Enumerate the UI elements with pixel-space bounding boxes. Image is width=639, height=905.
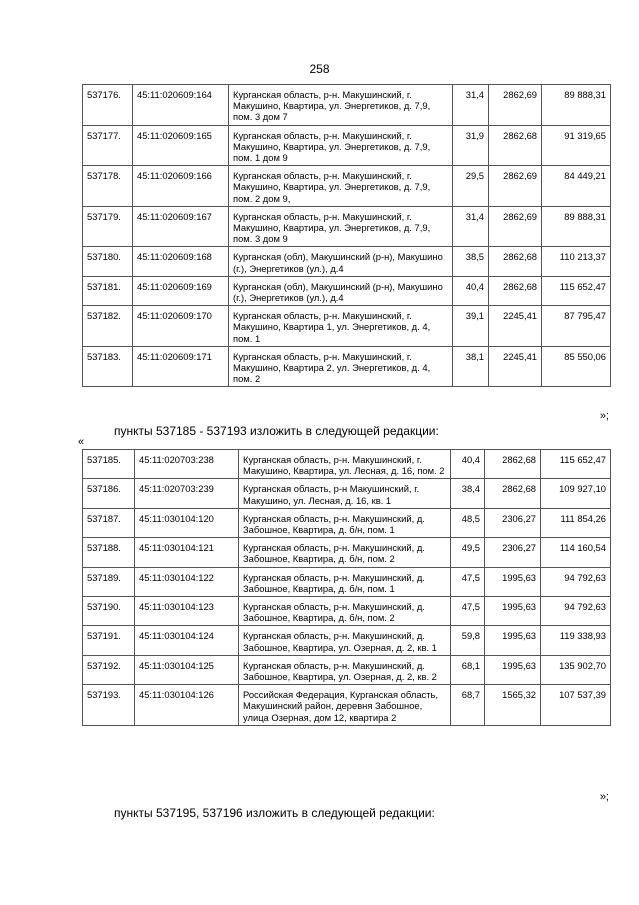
closing-quote: »; xyxy=(599,791,609,803)
rate-cell: 2862,69 xyxy=(489,206,542,247)
row-number-cell: 537191. xyxy=(83,626,135,655)
cadastral-number-cell: 45:11:030104:120 xyxy=(135,508,239,537)
rate-cell: 1995,63 xyxy=(485,655,541,684)
row-number-cell: 537185. xyxy=(83,450,135,479)
address-cell: Курганская (обл), Макушинский (р-н), Макушино (г.), Энергетиков (ул.), д.4 xyxy=(229,276,453,305)
address-cell: Курганская область, р-н. Макушинский, д. Забошное, Квартира, д. б/н, пом. 2 xyxy=(239,538,451,567)
rate-cell: 2862,69 xyxy=(489,85,542,126)
rate-cell: 2306,27 xyxy=(485,538,541,567)
rate-cell: 1995,63 xyxy=(485,597,541,626)
table-row xyxy=(83,538,611,567)
rate-cell: 1995,63 xyxy=(485,567,541,596)
rate-cell: 2245,41 xyxy=(489,306,542,347)
table-row xyxy=(83,597,611,626)
table-row xyxy=(83,450,611,479)
cost-cell: 110 213,37 xyxy=(542,247,611,276)
cost-cell: 87 795,47 xyxy=(542,306,611,347)
cost-cell: 89 888,31 xyxy=(542,206,611,247)
table-row xyxy=(83,85,611,126)
table-row xyxy=(83,479,611,508)
area-cell: 49,5 xyxy=(451,538,485,567)
rate-cell: 1565,32 xyxy=(485,685,541,726)
address-cell: Курганская (обл), Макушинский (р-н), Макушино (г.), Энергетиков (ул.), д.4 xyxy=(229,247,453,276)
cadastral-number-cell: 45:11:030104:124 xyxy=(135,626,239,655)
row-number-cell: 537188. xyxy=(83,538,135,567)
address-cell: Курганская область, р-н. Макушинский, г. Макушино, Квартира, ул. Энергетиков, д. 7,9, пом. 2 дом 9, xyxy=(229,166,453,207)
cost-cell: 119 338,93 xyxy=(541,626,611,655)
cost-cell: 111 854,26 xyxy=(541,508,611,537)
cadastral-number-cell: 45:11:020609:167 xyxy=(133,206,229,247)
cadastral-number-cell: 45:11:030104:126 xyxy=(135,685,239,726)
rate-cell: 2245,41 xyxy=(489,346,542,387)
address-cell: Курганская область, р-н. Макушинский, г. Макушино, Квартира, ул. Энергетиков, д. 7,9, пом. 1 дом 9 xyxy=(229,125,453,166)
table-row xyxy=(83,346,611,387)
row-number-cell: 537178. xyxy=(83,166,133,207)
row-number-cell: 537180. xyxy=(83,247,133,276)
cadastral-number-cell: 45:11:020609:164 xyxy=(133,85,229,126)
address-cell: Курганская область, р-н. Макушинский, д. Забошное, Квартира, д. б/н, пом. 1 xyxy=(239,567,451,596)
row-number-cell: 537181. xyxy=(83,276,133,305)
cadastral-number-cell: 45:11:020609:169 xyxy=(133,276,229,305)
cadastral-number-cell: 45:11:020703:238 xyxy=(135,450,239,479)
table-row xyxy=(83,508,611,537)
address-cell: Курганская область, р-н. Макушинский, г. Макушино, Квартира, ул. Лесная, д. 16, пом. 2 xyxy=(239,450,451,479)
area-cell: 47,5 xyxy=(451,567,485,596)
area-cell: 68,1 xyxy=(451,655,485,684)
registry-table-1 xyxy=(82,84,611,387)
cost-cell: 94 792,63 xyxy=(541,567,611,596)
area-cell: 40,4 xyxy=(451,450,485,479)
cost-cell: 114 160,54 xyxy=(541,538,611,567)
table-row xyxy=(83,567,611,596)
opening-quote: « xyxy=(78,436,85,448)
area-cell: 38,5 xyxy=(453,247,489,276)
cost-cell: 91 319,65 xyxy=(542,125,611,166)
cadastral-number-cell: 45:11:030104:123 xyxy=(135,597,239,626)
cost-cell: 84 449,21 xyxy=(542,166,611,207)
table-row xyxy=(83,685,611,726)
address-cell: Курганская область, р-н Макушинский, г. Макушино, ул. Лесная, д. 16, кв. 1 xyxy=(239,479,451,508)
area-cell: 39,1 xyxy=(453,306,489,347)
cadastral-number-cell: 45:11:020609:165 xyxy=(133,125,229,166)
table-row xyxy=(83,166,611,207)
cadastral-number-cell: 45:11:030104:125 xyxy=(135,655,239,684)
row-number-cell: 537193. xyxy=(83,685,135,726)
row-number-cell: 537183. xyxy=(83,346,133,387)
row-number-cell: 537192. xyxy=(83,655,135,684)
cadastral-number-cell: 45:11:020609:166 xyxy=(133,166,229,207)
address-cell: Курганская область, р-н. Макушинский, д. Забошное, Квартира, ул. Озерная, д. 2, кв. 2 xyxy=(239,655,451,684)
cadastral-number-cell: 45:11:020609:168 xyxy=(133,247,229,276)
row-number-cell: 537186. xyxy=(83,479,135,508)
cost-cell: 115 652,47 xyxy=(541,450,611,479)
address-cell: Курганская область, р-н. Макушинский, д. Забошное, Квартира, д. б/н, пом. 2 xyxy=(239,597,451,626)
cost-cell: 85 550,06 xyxy=(542,346,611,387)
area-cell: 38,4 xyxy=(451,479,485,508)
area-cell: 47,5 xyxy=(451,597,485,626)
address-cell: Курганская область, р-н. Макушинский, г. Макушино, Квартира 2, ул. Энергетиков, д. 4, пом. 2 xyxy=(229,346,453,387)
rate-cell: 2862,68 xyxy=(489,125,542,166)
cost-cell: 135 902,70 xyxy=(541,655,611,684)
rate-cell: 2862,68 xyxy=(485,450,541,479)
cost-cell: 89 888,31 xyxy=(542,85,611,126)
cost-cell: 94 792,63 xyxy=(541,597,611,626)
amendment-paragraph: пункты 537195, 537196 изложить в следующей редакции: xyxy=(114,806,435,820)
rate-cell: 2862,69 xyxy=(489,166,542,207)
row-number-cell: 537176. xyxy=(83,85,133,126)
area-cell: 40,4 xyxy=(453,276,489,305)
area-cell: 31,4 xyxy=(453,85,489,126)
address-cell: Курганская область, р-н. Макушинский, г. Макушино, Квартира, ул. Энергетиков, д. 7,9, пом. 3 дом 9 xyxy=(229,206,453,247)
closing-quote: »; xyxy=(599,410,609,422)
table-row xyxy=(83,655,611,684)
registry-table-2 xyxy=(82,449,611,726)
cadastral-number-cell: 45:11:030104:121 xyxy=(135,538,239,567)
row-number-cell: 537182. xyxy=(83,306,133,347)
amendment-paragraph: пункты 537185 - 537193 изложить в следующей редакции: xyxy=(114,424,439,438)
area-cell: 59,8 xyxy=(451,626,485,655)
row-number-cell: 537187. xyxy=(83,508,135,537)
area-cell: 68,7 xyxy=(451,685,485,726)
table-row xyxy=(83,125,611,166)
row-number-cell: 537179. xyxy=(83,206,133,247)
cadastral-number-cell: 45:11:020609:170 xyxy=(133,306,229,347)
row-number-cell: 537189. xyxy=(83,567,135,596)
cadastral-number-cell: 45:11:020703:239 xyxy=(135,479,239,508)
row-number-cell: 537177. xyxy=(83,125,133,166)
address-cell: Курганская область, р-н. Макушинский, г. Макушино, Квартира, ул. Энергетиков, д. 7,9, пом. 3 дом 7 xyxy=(229,85,453,126)
table-row xyxy=(83,247,611,276)
rate-cell: 2306,27 xyxy=(485,508,541,537)
table-row xyxy=(83,306,611,347)
rate-cell: 2862,68 xyxy=(485,479,541,508)
address-cell: Курганская область, р-н. Макушинский, д. Забошное, Квартира, д. б/н, пом. 1 xyxy=(239,508,451,537)
table-row xyxy=(83,206,611,247)
cadastral-number-cell: 45:11:020609:171 xyxy=(133,346,229,387)
cadastral-number-cell: 45:11:030104:122 xyxy=(135,567,239,596)
row-number-cell: 537190. xyxy=(83,597,135,626)
rate-cell: 2862,68 xyxy=(489,247,542,276)
area-cell: 38,1 xyxy=(453,346,489,387)
table-row xyxy=(83,276,611,305)
address-cell: Курганская область, р-н. Макушинский, д. Забошное, Квартира, ул. Озерная, д. 2, кв. 1 xyxy=(239,626,451,655)
cost-cell: 107 537,39 xyxy=(541,685,611,726)
cost-cell: 115 652,47 xyxy=(542,276,611,305)
table-row xyxy=(83,626,611,655)
area-cell: 29,5 xyxy=(453,166,489,207)
cost-cell: 109 927,10 xyxy=(541,479,611,508)
area-cell: 31,9 xyxy=(453,125,489,166)
address-cell: Российская Федерация, Курганская область, Макушинский район, деревня Забошное, улица Озерная, дом 12, квартира 2 xyxy=(239,685,451,726)
address-cell: Курганская область, р-н. Макушинский, г. Макушино, Квартира 1, ул. Энергетиков, д. 4, пом. 1 xyxy=(229,306,453,347)
rate-cell: 1995,63 xyxy=(485,626,541,655)
area-cell: 31,4 xyxy=(453,206,489,247)
area-cell: 48,5 xyxy=(451,508,485,537)
rate-cell: 2862,68 xyxy=(489,276,542,305)
page-number: 258 xyxy=(309,62,330,76)
